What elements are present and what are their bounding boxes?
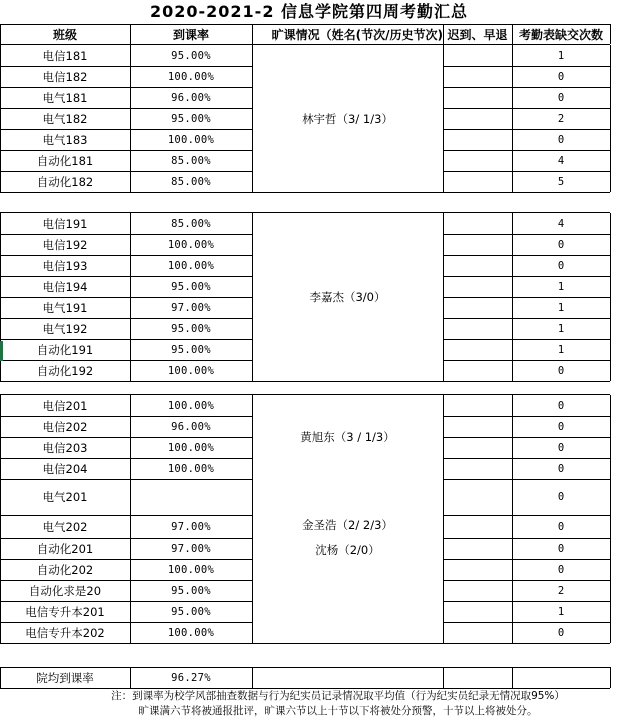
grid-line xyxy=(443,667,444,688)
attendance-rate-cell: 100.00% xyxy=(167,462,215,475)
missing-forms-count-cell: 0 xyxy=(557,399,565,412)
class-name-cell: 电信181 xyxy=(42,48,88,63)
class-name-cell: 电信194 xyxy=(42,279,88,294)
attendance-rate-cell: 95.00% xyxy=(171,49,211,62)
missing-forms-count-cell: 0 xyxy=(557,542,565,555)
grid-line xyxy=(443,395,444,643)
class-name-cell: 自动化201 xyxy=(36,541,94,556)
missing-forms-count-cell: 4 xyxy=(557,154,565,167)
attendance-rate-cell: 97.00% xyxy=(171,542,211,555)
attendance-rate-cell: 85.00% xyxy=(171,154,211,167)
missing-forms-count-cell: 0 xyxy=(557,563,565,576)
grid-line xyxy=(0,24,1,44)
missing-forms-count-cell: 0 xyxy=(557,91,565,104)
missing-forms-count-cell: 0 xyxy=(557,259,565,272)
absence-entry: 黄旭东（3 / 1/3） xyxy=(300,430,395,444)
attendance-rate-cell: 100.00% xyxy=(167,364,215,377)
class-name-cell: 电信193 xyxy=(42,258,88,273)
absence-entry: 沈杨（2/0） xyxy=(315,543,380,557)
missing-forms-count-cell: 0 xyxy=(557,364,565,377)
class-name-cell: 电信182 xyxy=(42,69,88,84)
absence-entry: 林宇哲（3/ 1/3） xyxy=(302,111,393,126)
missing-forms-count-cell: 0 xyxy=(557,462,565,475)
attendance-rate-cell: 97.00% xyxy=(171,301,211,314)
grid-line xyxy=(443,45,444,192)
class-name-cell: 电气181 xyxy=(42,90,88,105)
grid-line xyxy=(512,667,513,688)
grid-line xyxy=(130,213,131,381)
attendance-rate-cell: 97.00% xyxy=(171,520,211,533)
missing-forms-count-cell: 1 xyxy=(557,322,565,335)
class-name-cell: 自动化182 xyxy=(36,174,94,189)
attendance-rate-cell: 100.00% xyxy=(167,133,215,146)
header-absence: 旷课情况（姓名(节次/历史节次) xyxy=(271,27,443,42)
attendance-rate-cell: 100.00% xyxy=(167,238,215,251)
class-name-cell: 电信191 xyxy=(42,216,88,231)
header-late: 迟到、早退 xyxy=(447,27,508,42)
grid-line xyxy=(512,24,513,44)
missing-forms-count-cell: 1 xyxy=(557,280,565,293)
class-name-cell: 电气192 xyxy=(42,321,88,336)
attendance-rate-cell: 95.00% xyxy=(171,280,211,293)
class-name-cell: 电信201 xyxy=(42,398,88,413)
attendance-rate-cell xyxy=(130,479,252,515)
attendance-rate-cell: 100.00% xyxy=(167,70,215,83)
class-name-cell: 电信专升本201 xyxy=(25,604,105,619)
attendance-rate-cell: 95.00% xyxy=(171,343,211,356)
attendance-rate-cell: 100.00% xyxy=(167,259,215,272)
attendance-rate-cell: 100.00% xyxy=(167,441,215,454)
attendance-rate-cell: 96.00% xyxy=(171,91,211,104)
class-name-cell: 自动化192 xyxy=(36,363,94,378)
grid-line xyxy=(443,24,444,44)
class-name-cell: 电气183 xyxy=(42,132,88,147)
grid-line xyxy=(130,395,131,643)
attendance-rate-cell: 96.00% xyxy=(171,420,211,433)
summary-label: 院均到课率 xyxy=(36,670,94,685)
class-name-cell: 自动化191 xyxy=(36,342,94,357)
attendance-rate-cell: 95.00% xyxy=(171,605,211,618)
grid-line xyxy=(0,395,1,643)
attendance-rate-cell: 95.00% xyxy=(171,112,211,125)
attendance-rate-cell: 85.00% xyxy=(171,175,211,188)
grid-line xyxy=(610,667,611,688)
grid-line xyxy=(610,395,611,643)
missing-forms-count-cell: 1 xyxy=(557,49,565,62)
grid-line xyxy=(0,643,610,644)
missing-forms-count-cell: 0 xyxy=(557,441,565,454)
footnote xyxy=(60,689,616,719)
grid-line xyxy=(610,45,611,192)
attendance-rate-cell: 100.00% xyxy=(167,563,215,576)
attendance-rate-cell: 100.00% xyxy=(167,399,215,412)
class-name-cell: 电气191 xyxy=(42,300,88,315)
class-name-cell: 电信专升本202 xyxy=(25,625,105,640)
attendance-rate-cell: 85.00% xyxy=(171,217,211,230)
missing-forms-count-cell: 1 xyxy=(557,605,565,618)
grid-line xyxy=(0,45,1,192)
absence-entry: 李嘉杰（3/0） xyxy=(309,290,386,304)
class-name-cell: 自动化202 xyxy=(36,562,94,577)
grid-line xyxy=(0,192,610,193)
missing-forms-count-cell: 1 xyxy=(557,343,565,356)
header-class: 班级 xyxy=(52,27,77,42)
grid-line xyxy=(130,45,131,192)
class-name-cell: 电信203 xyxy=(42,440,88,455)
class-name-cell: 自动化求是20 xyxy=(28,583,102,598)
sheet-title: 2020-2021-2 信息学院第四周考勤汇总 xyxy=(149,2,469,21)
missing-forms-count-cell: 2 xyxy=(557,584,565,597)
grid-line xyxy=(130,24,131,44)
missing-forms-count-cell: 0 xyxy=(557,420,565,433)
grid-line xyxy=(443,213,444,381)
grid-line xyxy=(512,213,513,381)
attendance-rate-cell: 95.00% xyxy=(171,322,211,335)
grid-line xyxy=(610,24,611,44)
class-name-cell: 电气201 xyxy=(42,490,88,504)
missing-forms-count-cell: 0 xyxy=(557,520,565,533)
class-name-cell: 自动化181 xyxy=(36,153,94,168)
summary-average-rate: 96.27% xyxy=(171,671,211,684)
missing-forms-count-cell: 0 xyxy=(557,626,565,639)
grid-line xyxy=(0,381,610,382)
missing-forms-count-cell: 1 xyxy=(557,301,565,314)
missing-forms-count-cell: 0 xyxy=(557,70,565,83)
grid-line xyxy=(512,395,513,643)
missing-forms-count-cell: 2 xyxy=(557,112,565,125)
missing-forms-count-cell: 0 xyxy=(557,491,565,503)
attendance-rate-cell: 100.00% xyxy=(167,626,215,639)
header-rate: 到课率 xyxy=(172,27,209,42)
missing-forms-count-cell: 0 xyxy=(557,238,565,251)
grid-line xyxy=(610,213,611,381)
class-name-cell: 电气202 xyxy=(42,519,88,534)
footnote-line-1: 注：到课率为校学风部抽查数据与行为纪实员记录情况取平均值（行为纪实员纪录无情况取95%） xyxy=(111,690,565,702)
class-name-cell: 电信192 xyxy=(42,237,88,252)
grid-line xyxy=(512,45,513,192)
class-name-cell: 电气182 xyxy=(42,111,88,126)
absence-entry: 金圣浩（2/ 2/3） xyxy=(302,518,393,532)
header-forms: 考勤表缺交次数 xyxy=(518,27,603,42)
footnote-line-2: 旷课满六节将被通报批评，旷课六节以上十节以下将被处分预警，十节以上将被处分。 xyxy=(138,705,538,717)
grid-line xyxy=(0,24,610,25)
row-selection-marker xyxy=(0,341,3,361)
class-name-cell: 电信202 xyxy=(42,419,88,434)
grid-line xyxy=(252,667,253,688)
missing-forms-count-cell: 0 xyxy=(557,133,565,146)
missing-forms-count-cell: 5 xyxy=(557,175,565,188)
class-name-cell: 电信204 xyxy=(42,461,88,476)
missing-forms-count-cell: 4 xyxy=(557,217,565,230)
grid-line xyxy=(252,24,253,44)
attendance-rate-cell: 95.00% xyxy=(171,584,211,597)
